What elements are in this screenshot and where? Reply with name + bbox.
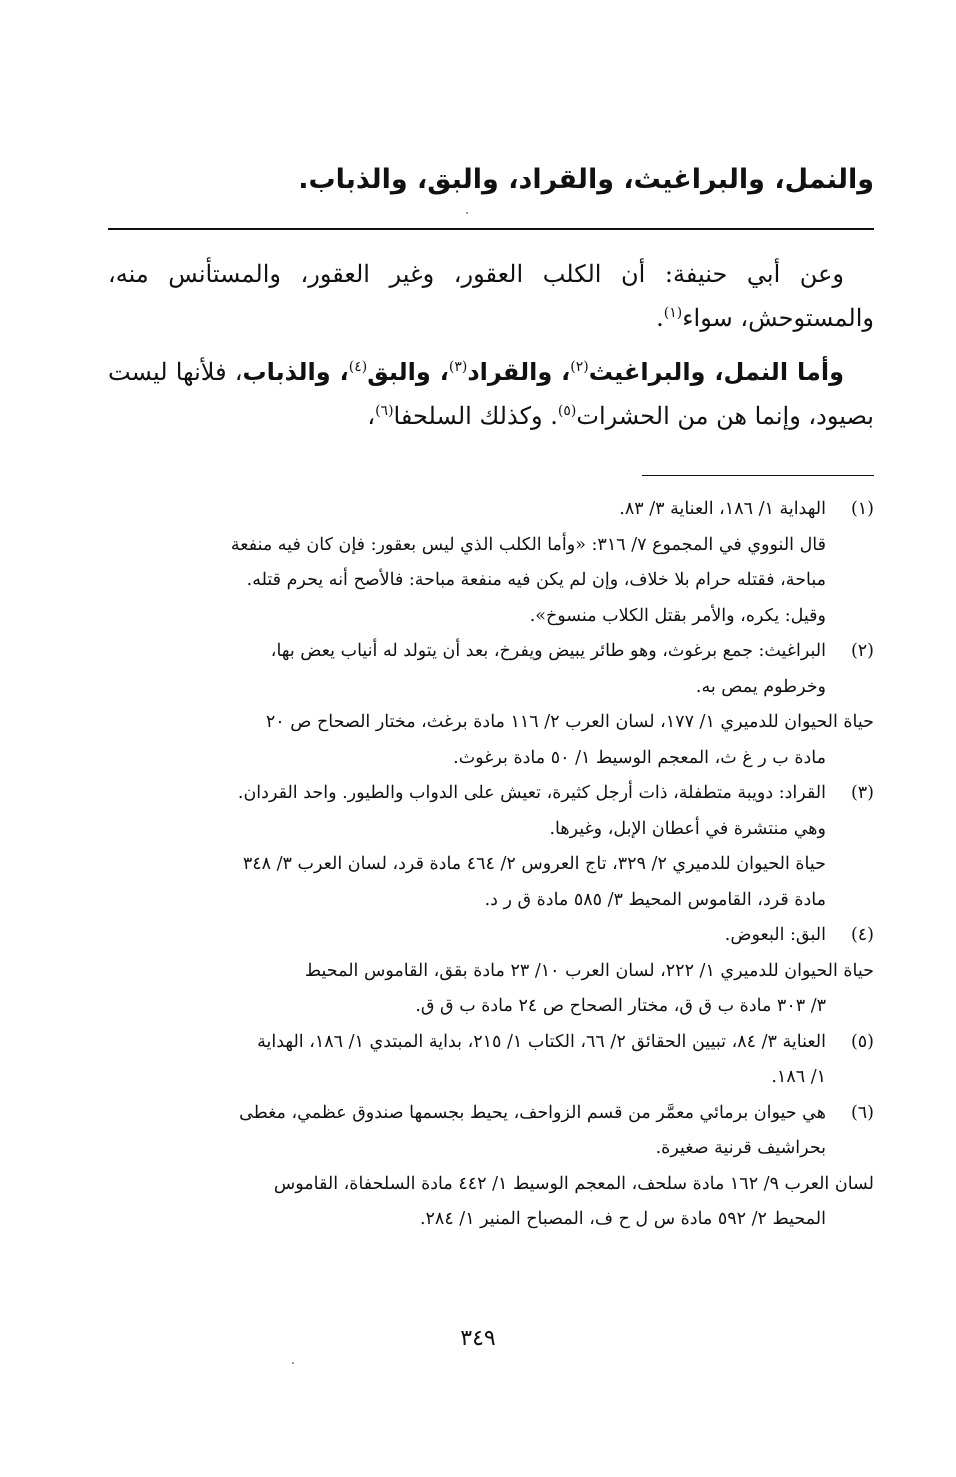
p2-bold-2: ، والقراد bbox=[467, 358, 571, 386]
footnote-ref-5[interactable]: (٥) bbox=[557, 403, 577, 419]
footnote-line: حياة الحيوان للدميري ١/ ٢٢٢، لسان العرب ١٠/ ٢٣ مادة بقق، القاموس المحيط bbox=[304, 960, 874, 981]
footnote-line: هي حيوان برمائي معمَّر من قسم الزواحف، يحيط بجسمها صندوق عظمي، مغطى bbox=[239, 1102, 826, 1123]
footnote-1 bbox=[108, 492, 874, 634]
p1-end: . bbox=[656, 304, 664, 332]
footnote-line: لسان العرب ٩/ ١٦٢ مادة سلحف، المعجم الوسيط ١/ ٤٤٢ مادة السلحفاة، القاموس bbox=[273, 1173, 874, 1194]
footnote-line: وقيل: يكره، والأمر بقتل الكلاب منسوخ». bbox=[529, 605, 826, 626]
header-rule bbox=[108, 228, 874, 230]
p2-bold-4: ، والذباب bbox=[242, 358, 349, 386]
footnote-line: حياة الحيوان للدميري ٢/ ٣٢٩، تاج العروس ٢/ ٤٦٤ مادة قرد، لسان العرب ٣/ ٣٤٨ bbox=[242, 854, 826, 874]
footnote-line: حياة الحيوان للدميري ١/ ١٧٧، لسان العرب ٢/ ١١٦ مادة برغث، مختار الصحاح ص ٢٠ bbox=[265, 712, 874, 732]
p2-bold-3: ، والبق bbox=[367, 358, 449, 386]
footnote-line: قال النووي في المجموع ٧/ ٣١٦: «وأما الكلب الذي ليس بعقور: فإن كان فيه منفعة bbox=[230, 534, 826, 555]
footnote-line: مادة ب ر غ ث، المعجم الوسيط ١/ ٥٠ مادة برغوث. bbox=[453, 747, 826, 768]
footnote-number: (٣) bbox=[850, 783, 874, 803]
paragraph-2 bbox=[108, 350, 874, 438]
footnote-6 bbox=[108, 1096, 874, 1238]
footnote-line: مباحة، فقتله حرام بلا خلاف، وإن لم يكن فيه منفعة مباحة: فالأصح أنه يحرم قتله. bbox=[246, 570, 826, 590]
footnote-line: وهي منتشرة في أعطان الإبل، وغيرها. bbox=[549, 818, 826, 839]
footnote-number: (١) bbox=[850, 499, 874, 519]
footnote-number: (٤) bbox=[850, 925, 874, 945]
footnote-line: مادة قرد، القاموس المحيط ٣/ ٥٨٥ مادة ق ر د. bbox=[484, 889, 826, 910]
running-header: والنمل، والبراغيث، والقراد، والبق، والذباب. bbox=[298, 164, 874, 195]
footnote-3 bbox=[108, 776, 874, 918]
footnote-line: القراد: دويبة متطفلة، ذات أرجل كثيرة، تعيش على الدواب والطيور. واحد القردان. bbox=[237, 783, 826, 803]
p2-text-b: . وكذلك السلحفا bbox=[393, 402, 558, 430]
footnote-line: ١/ ١٨٦. bbox=[771, 1067, 826, 1087]
footnote-line: الهداية ١/ ١٨٦، العناية ٣/ ٨٣. bbox=[619, 499, 826, 519]
speck bbox=[292, 1362, 294, 1364]
footnote-line: بحراشيف قرنية صغيرة. bbox=[655, 1138, 826, 1158]
footnote-5 bbox=[108, 1025, 874, 1096]
footnote-line: وخرطوم يمص به. bbox=[695, 676, 826, 697]
footnote-number: (٥) bbox=[850, 1031, 874, 1052]
footnote-number: (٢) bbox=[850, 641, 874, 661]
page-number: ٣٤٩ bbox=[460, 1326, 496, 1351]
footnote-line: المحيط ٢/ ٥٩٢ مادة س ل ح ف، المصباح المنير ١/ ٢٨٤. bbox=[419, 1209, 826, 1229]
paragraph-1 bbox=[108, 252, 874, 340]
footnotes bbox=[108, 492, 874, 1238]
footnote-line: البراغيث: جمع برغوث، وهو طائر يبيض ويفرخ، بعد أن يتولد له أنياب يعض بها، bbox=[270, 641, 826, 661]
footnote-number: (٦) bbox=[850, 1102, 874, 1123]
p2-text-c: ، bbox=[367, 402, 376, 430]
footnote-ref-1[interactable]: (١) bbox=[663, 305, 683, 321]
footnote-4 bbox=[108, 918, 874, 1025]
footnote-line: ٣/ ٣٠٣ مادة ب ق ق، مختار الصحاح ص ٢٤ مادة ب ق ق. bbox=[415, 996, 826, 1016]
footnote-line: البق: البعوض. bbox=[724, 925, 826, 945]
p1-text: وعن أبي حنيفة: أن الكلب العقور، وغير العقور، والمستأنس منه، والمستوحش، سواء bbox=[108, 260, 874, 332]
footnote-ref-6[interactable]: (٦) bbox=[375, 403, 394, 419]
footnote-ref-4[interactable]: (٤) bbox=[348, 359, 368, 375]
footnote-rule bbox=[642, 475, 874, 476]
footnote-ref-2[interactable]: (٢) bbox=[570, 359, 589, 375]
footnote-ref-3[interactable]: (٣) bbox=[448, 359, 468, 375]
main-text bbox=[108, 252, 874, 438]
speck bbox=[466, 212, 468, 214]
p2-bold-1: وأما النمل، والبراغيث bbox=[588, 358, 844, 386]
footnote-line: العناية ٣/ ٨٤، تبيين الحقائق ٢/ ٦٦، الكتاب ١/ ٢١٥، بداية المبتدي ١/ ١٨٦، الهداية bbox=[257, 1031, 826, 1052]
footnote-2 bbox=[108, 634, 874, 776]
p2-text-a: ، فلأنها ليست بصيود، وإنما هن من الحشرات bbox=[108, 358, 874, 430]
